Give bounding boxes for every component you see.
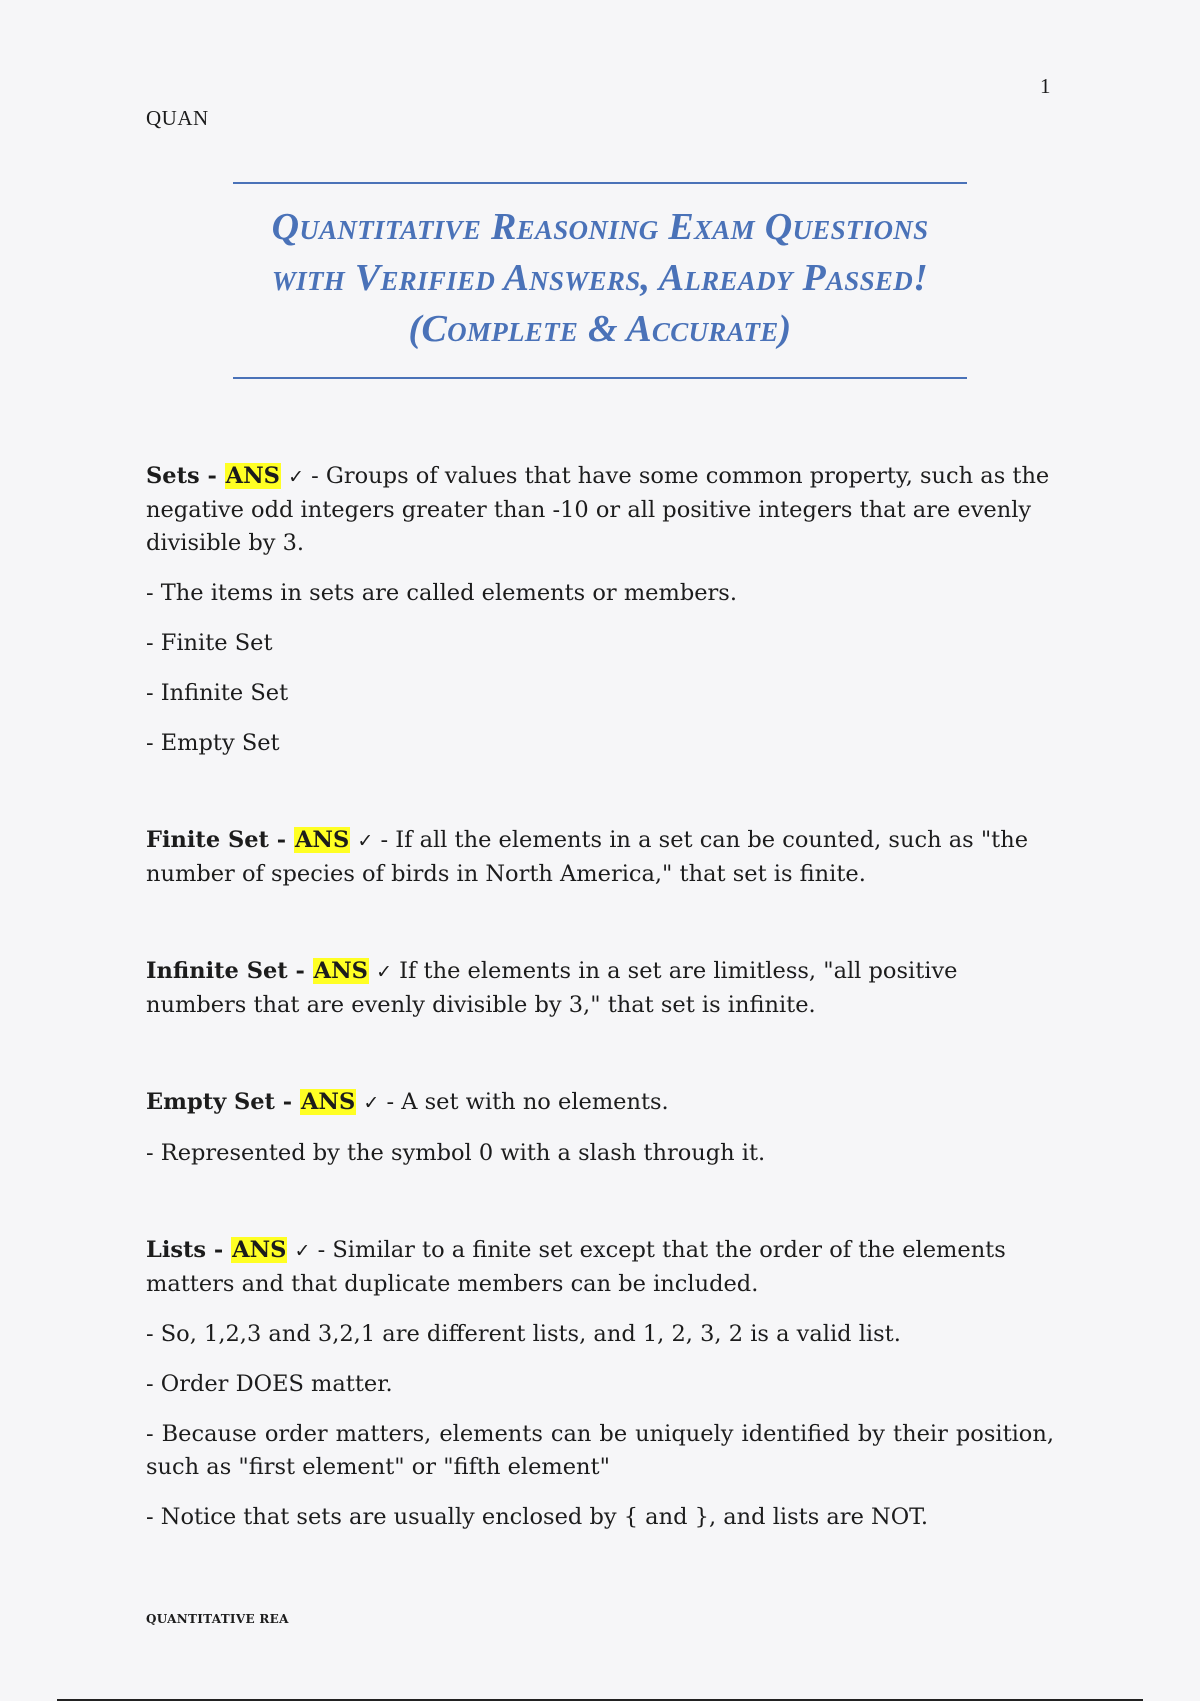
checkmark-icon: ✓ — [288, 466, 304, 488]
qa-definition — [146, 1234, 1054, 1301]
qa-content — [146, 460, 1054, 1598]
note-line: - Notice that sets are usually enclosed by { and }, and lists are NOT. — [146, 1504, 929, 1530]
note-line: - Infinite Set — [146, 680, 289, 706]
note-line: - Order DOES matter. — [146, 1371, 393, 1397]
ans-highlight: ANS — [232, 1237, 287, 1263]
qa-entry-empty-set — [146, 1086, 1054, 1170]
ans-highlight: ANS — [300, 1089, 356, 1115]
checkmark-icon: ✓ — [294, 1240, 311, 1262]
definition-text: - Groups of values that have some common property, such as the negative odd integers greater than -10 or all positive integers that are evenly divisible by 3. — [146, 463, 1050, 556]
running-head: QUAN — [146, 106, 209, 130]
note-line: - The items in sets are called elements or members. — [146, 580, 737, 606]
qa-entry-infinite-set — [146, 955, 1054, 1022]
title-line: Quantitative Reasoning Exam Questions — [271, 206, 929, 248]
definition-text: - If all the elements in a set can be counted, such as "the number of species of birds in North America," that set is finite. — [146, 827, 1029, 887]
note-line: - Represented by the symbol 0 with a slash through it. — [146, 1140, 766, 1166]
ans-highlight: ANS — [313, 958, 368, 984]
checkmark-icon: ✓ — [357, 830, 374, 852]
definition-text: If the elements in a set are limitless, "all positive numbers that are evenly divisible by 3," that set is infinite. — [146, 958, 958, 1018]
qa-entry-lists — [146, 1234, 1054, 1534]
ans-highlight: ANS — [225, 463, 280, 489]
document-title — [233, 182, 967, 379]
term-label: Empty Set - — [146, 1089, 300, 1115]
title-line: with Verified Answers, Already Passed! — [271, 257, 929, 299]
qa-definition — [146, 955, 1054, 1022]
note-line: - Finite Set — [146, 630, 273, 656]
footer-label: QUANTITATIVE REA — [146, 1612, 289, 1626]
qa-definition — [146, 460, 1054, 560]
term-label: Lists - — [146, 1237, 232, 1263]
term-label: Sets - — [146, 463, 225, 489]
qa-definition — [146, 1086, 1054, 1120]
note-line: - Because order matters, elements can be uniquely identified by their position, such as "first element" or "fifth element" — [146, 1421, 1054, 1480]
note-line: - Empty Set — [146, 730, 280, 756]
note-line: - So, 1,2,3 and 3,2,1 are different lists, and 1, 2, 3, 2 is a valid list. — [146, 1321, 901, 1347]
definition-text: - Similar to a finite set except that the order of the elements matters and that duplicate members can be included. — [146, 1237, 1006, 1297]
checkmark-icon: ✓ — [363, 1092, 380, 1114]
qa-entry-finite-set — [146, 824, 1054, 891]
term-label: Infinite Set - — [146, 958, 313, 984]
title-line: (Complete & Accurate) — [408, 308, 792, 350]
term-label: Finite Set - — [146, 827, 294, 853]
page-number: 1 — [1040, 74, 1051, 98]
qa-definition — [146, 824, 1054, 891]
checkmark-icon: ✓ — [376, 961, 393, 983]
ans-highlight: ANS — [294, 827, 350, 853]
qa-entry-sets — [146, 460, 1054, 760]
definition-text: - A set with no elements. — [379, 1089, 669, 1115]
